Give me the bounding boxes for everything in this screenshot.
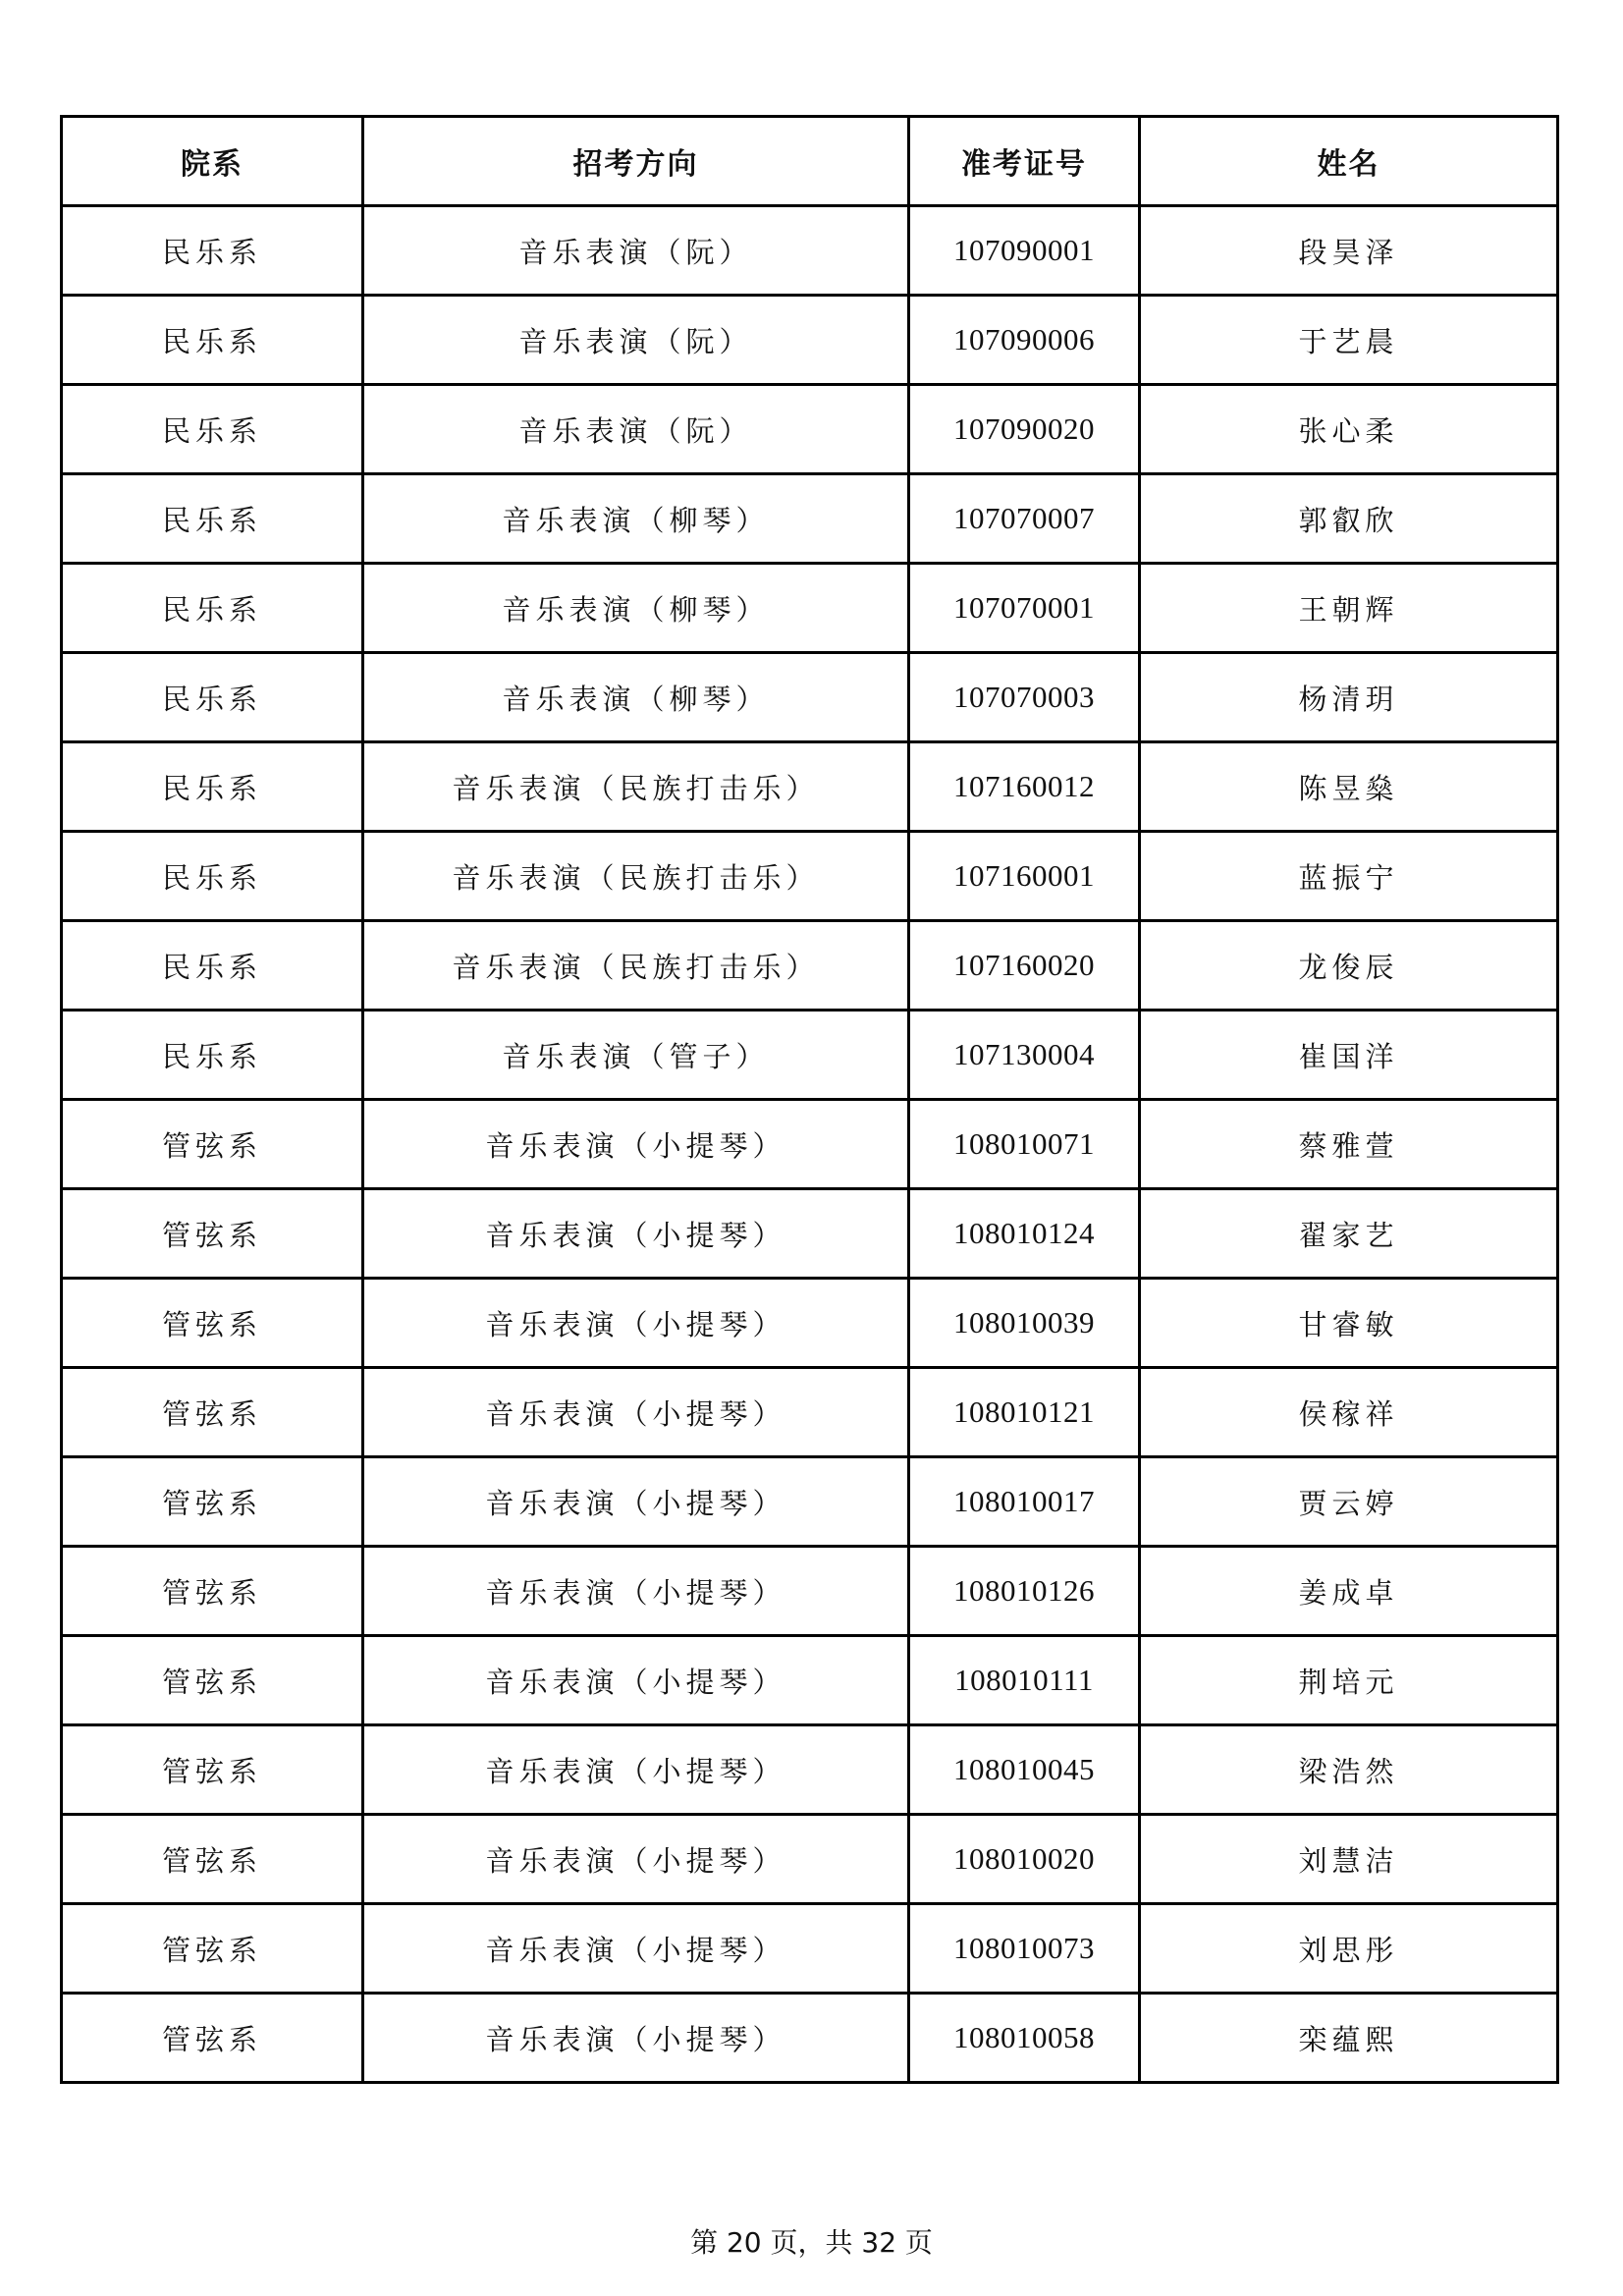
table-body (62, 206, 1558, 2083)
cell-name: 刘慧洁 (1140, 1815, 1558, 1904)
cell-department: 民乐系 (62, 385, 363, 474)
cell-ticket-number: 108010071 (909, 1100, 1140, 1189)
cell-direction: 音乐表演（柳琴） (363, 474, 909, 564)
cell-name: 姜成卓 (1140, 1547, 1558, 1636)
table-row (62, 1547, 1558, 1636)
cell-name: 荆培元 (1140, 1636, 1558, 1725)
table-row (62, 1011, 1558, 1100)
cell-direction: 音乐表演（小提琴） (363, 1725, 909, 1815)
table-row (62, 1368, 1558, 1457)
cell-ticket-number: 108010045 (909, 1725, 1140, 1815)
cell-name: 郭叡欣 (1140, 474, 1558, 564)
cell-ticket-number: 108010017 (909, 1457, 1140, 1547)
cell-ticket-number: 107090001 (909, 206, 1140, 296)
cell-direction: 音乐表演（柳琴） (363, 653, 909, 742)
cell-direction: 音乐表演（小提琴） (363, 1368, 909, 1457)
cell-name: 段昊泽 (1140, 206, 1558, 296)
table-row (62, 921, 1558, 1011)
cell-name: 翟家艺 (1140, 1189, 1558, 1279)
cell-ticket-number: 107090006 (909, 296, 1140, 385)
cell-direction: 音乐表演（小提琴） (363, 1189, 909, 1279)
table-row (62, 1994, 1558, 2083)
table-row (62, 832, 1558, 921)
table-row (62, 564, 1558, 653)
cell-name: 贾云婷 (1140, 1457, 1558, 1547)
header-ticket-number: 准考证号 (909, 117, 1140, 206)
admission-roster-table (60, 115, 1559, 2084)
table-row (62, 1815, 1558, 1904)
cell-name: 陈昱燊 (1140, 742, 1558, 832)
cell-department: 管弦系 (62, 1279, 363, 1368)
cell-department: 民乐系 (62, 742, 363, 832)
cell-name: 王朝辉 (1140, 564, 1558, 653)
cell-name: 张心柔 (1140, 385, 1558, 474)
table-row (62, 742, 1558, 832)
cell-name: 刘思彤 (1140, 1904, 1558, 1994)
cell-department: 民乐系 (62, 206, 363, 296)
cell-ticket-number: 107130004 (909, 1011, 1140, 1100)
cell-name: 龙俊辰 (1140, 921, 1558, 1011)
cell-department: 管弦系 (62, 1994, 363, 2083)
cell-department: 管弦系 (62, 1189, 363, 1279)
cell-ticket-number: 108010073 (909, 1904, 1140, 1994)
table-row (62, 1279, 1558, 1368)
cell-direction: 音乐表演（小提琴） (363, 1279, 909, 1368)
cell-department: 管弦系 (62, 1636, 363, 1725)
cell-department: 管弦系 (62, 1547, 363, 1636)
cell-ticket-number: 108010058 (909, 1994, 1140, 2083)
cell-department: 管弦系 (62, 1725, 363, 1815)
cell-direction: 音乐表演（阮） (363, 385, 909, 474)
table-row (62, 1636, 1558, 1725)
cell-name: 梁浩然 (1140, 1725, 1558, 1815)
cell-name: 蔡雅萱 (1140, 1100, 1558, 1189)
page-number-footer: 第 20 页，共 32 页 (690, 2226, 933, 2259)
table-row (62, 474, 1558, 564)
cell-department: 管弦系 (62, 1457, 363, 1547)
cell-direction: 音乐表演（小提琴） (363, 1636, 909, 1725)
cell-department: 民乐系 (62, 1011, 363, 1100)
cell-ticket-number: 107070001 (909, 564, 1140, 653)
cell-direction: 音乐表演（小提琴） (363, 1815, 909, 1904)
table-row (62, 1457, 1558, 1547)
cell-department: 民乐系 (62, 921, 363, 1011)
cell-department: 管弦系 (62, 1100, 363, 1189)
cell-name: 栾蕴熙 (1140, 1994, 1558, 2083)
cell-name: 蓝振宁 (1140, 832, 1558, 921)
header-direction: 招考方向 (363, 117, 909, 206)
cell-name: 甘睿敏 (1140, 1279, 1558, 1368)
cell-direction: 音乐表演（阮） (363, 296, 909, 385)
cell-direction: 音乐表演（小提琴） (363, 1904, 909, 1994)
cell-ticket-number: 108010020 (909, 1815, 1140, 1904)
table-row (62, 1100, 1558, 1189)
cell-department: 民乐系 (62, 564, 363, 653)
table-row (62, 653, 1558, 742)
cell-direction: 音乐表演（管子） (363, 1011, 909, 1100)
cell-ticket-number: 107160020 (909, 921, 1140, 1011)
cell-ticket-number: 107090020 (909, 385, 1140, 474)
table-row (62, 296, 1558, 385)
cell-department: 管弦系 (62, 1815, 363, 1904)
header-department: 院系 (62, 117, 363, 206)
table-row (62, 1904, 1558, 1994)
cell-department: 管弦系 (62, 1368, 363, 1457)
cell-department: 管弦系 (62, 1904, 363, 1994)
cell-ticket-number: 107070003 (909, 653, 1140, 742)
cell-direction: 音乐表演（民族打击乐） (363, 921, 909, 1011)
cell-name: 杨清玥 (1140, 653, 1558, 742)
cell-direction: 音乐表演（小提琴） (363, 1100, 909, 1189)
table-row (62, 385, 1558, 474)
cell-ticket-number: 108010039 (909, 1279, 1140, 1368)
table-row (62, 206, 1558, 296)
cell-name: 崔国洋 (1140, 1011, 1558, 1100)
cell-direction: 音乐表演（小提琴） (363, 1547, 909, 1636)
cell-direction: 音乐表演（民族打击乐） (363, 832, 909, 921)
header-name: 姓名 (1140, 117, 1558, 206)
cell-direction: 音乐表演（小提琴） (363, 1994, 909, 2083)
cell-name: 于艺晨 (1140, 296, 1558, 385)
cell-department: 民乐系 (62, 296, 363, 385)
cell-department: 民乐系 (62, 653, 363, 742)
cell-name: 侯稼祥 (1140, 1368, 1558, 1457)
cell-direction: 音乐表演（柳琴） (363, 564, 909, 653)
cell-direction: 音乐表演（民族打击乐） (363, 742, 909, 832)
cell-direction: 音乐表演（小提琴） (363, 1457, 909, 1547)
cell-department: 民乐系 (62, 832, 363, 921)
cell-ticket-number: 108010124 (909, 1189, 1140, 1279)
table-row (62, 1189, 1558, 1279)
cell-ticket-number: 107160001 (909, 832, 1140, 921)
cell-ticket-number: 107160012 (909, 742, 1140, 832)
cell-department: 民乐系 (62, 474, 363, 564)
cell-ticket-number: 107070007 (909, 474, 1140, 564)
cell-ticket-number: 108010121 (909, 1368, 1140, 1457)
cell-direction: 音乐表演（阮） (363, 206, 909, 296)
cell-ticket-number: 108010126 (909, 1547, 1140, 1636)
table-row (62, 1725, 1558, 1815)
cell-ticket-number: 108010111 (909, 1636, 1140, 1725)
table-header-row (62, 117, 1558, 206)
